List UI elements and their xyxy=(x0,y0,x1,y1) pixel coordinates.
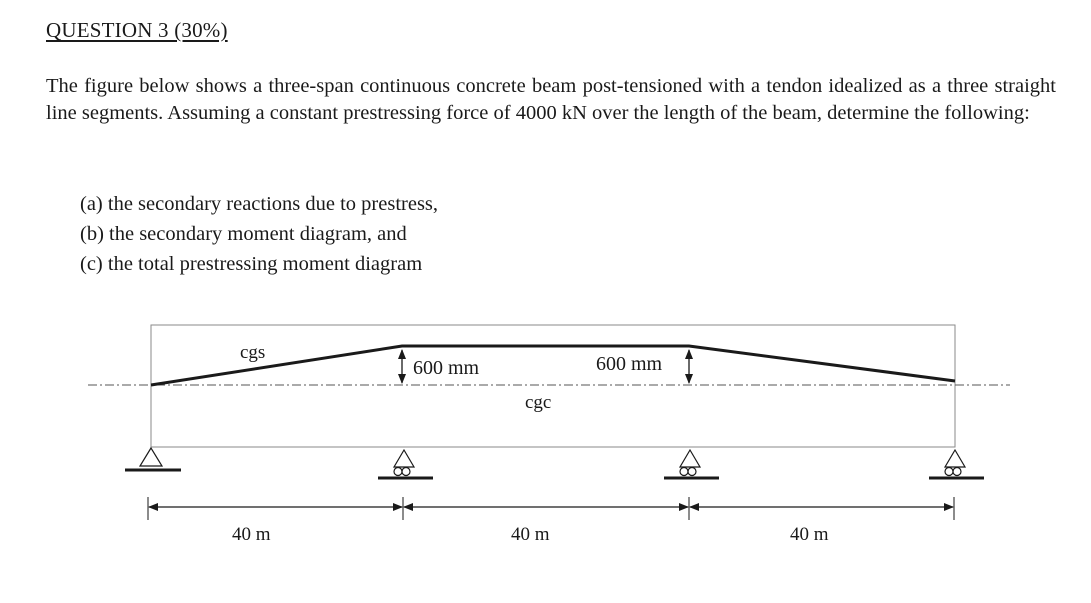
tendon-profile xyxy=(151,346,955,385)
question-heading: QUESTION 3 (30%) xyxy=(46,18,228,42)
pin-support-left xyxy=(125,448,181,470)
task-item-b: (b) the secondary moment diagram, and xyxy=(80,223,407,245)
span-dimension-lines xyxy=(148,497,954,520)
cgs-label: cgs xyxy=(240,342,266,363)
task-item-c: (c) the total prestressing moment diagram xyxy=(80,253,423,275)
span-label-2: 40 m xyxy=(511,524,550,545)
task-item-a: (a) the secondary reactions due to prestress, xyxy=(80,193,439,215)
span-label-1: 40 m xyxy=(232,524,271,545)
cgc-label: cgc xyxy=(525,392,552,413)
beam-outline xyxy=(151,325,955,447)
span-label-3: 40 m xyxy=(790,524,829,545)
roller-support-2 xyxy=(664,450,719,478)
roller-support-1 xyxy=(378,450,433,478)
eccentricity-label-left: 600 mm xyxy=(413,357,480,379)
question-paragraph: The figure below shows a three-span continuous concrete beam post-tensioned with a tendon idealized as a three straight line segments. Assuming a constant prestressing force of 4000 kN over the length of the beam, determine the following: xyxy=(46,75,1056,124)
eccentricity-label-right: 600 mm xyxy=(596,353,663,375)
roller-support-3 xyxy=(929,450,984,478)
